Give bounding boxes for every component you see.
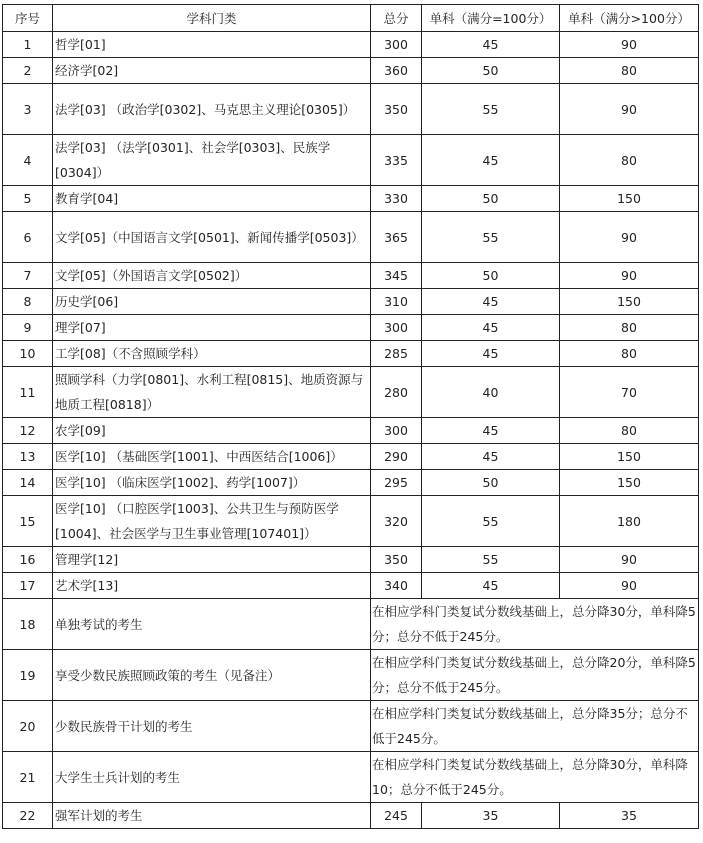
- table-row: [3, 444, 699, 470]
- row-subject: 哲学[01]: [53, 32, 371, 58]
- row-no: 2: [3, 58, 53, 84]
- row-no: 4: [3, 135, 53, 186]
- table-row: [3, 803, 699, 829]
- table-row: [3, 573, 699, 599]
- row-single-gt100: 80: [560, 341, 699, 367]
- table-header-row: [3, 5, 699, 32]
- row-single-100: 45: [422, 418, 560, 444]
- row-note: 在相应学科门类复试分数线基础上，总分降30分，单科降5分；总分不低于245分。: [371, 599, 699, 650]
- row-no: 6: [3, 212, 53, 263]
- row-single-gt100: 80: [560, 135, 699, 186]
- row-single-gt100: 90: [560, 573, 699, 599]
- row-total: 285: [371, 341, 422, 367]
- row-single-gt100: 90: [560, 263, 699, 289]
- row-no: 18: [3, 599, 53, 650]
- table-row: [3, 263, 699, 289]
- special-row: [3, 701, 699, 752]
- row-single-100: 45: [422, 573, 560, 599]
- table-row: [3, 470, 699, 496]
- row-subject: 少数民族骨干计划的考生: [53, 701, 371, 752]
- table-row: [3, 212, 699, 263]
- row-total: 245: [371, 803, 422, 829]
- row-subject: 文学[05]（中国语言文学[0501]、新闻传播学[0503]）: [53, 212, 371, 263]
- row-note: 在相应学科门类复试分数线基础上，总分降30分，单科降10；总分不低于245分。: [371, 752, 699, 803]
- row-subject: 历史学[06]: [53, 289, 371, 315]
- table-row: [3, 58, 699, 84]
- row-single-gt100: 150: [560, 289, 699, 315]
- table-row: [3, 315, 699, 341]
- row-total: 335: [371, 135, 422, 186]
- table-row: [3, 84, 699, 135]
- table-row: [3, 32, 699, 58]
- table-row: [3, 135, 699, 186]
- row-single-gt100: 90: [560, 212, 699, 263]
- row-total: 350: [371, 84, 422, 135]
- row-total: 330: [371, 186, 422, 212]
- row-single-100: 55: [422, 212, 560, 263]
- row-no: 13: [3, 444, 53, 470]
- row-subject: 文学[05]（外国语言文学[0502]）: [53, 263, 371, 289]
- table-row: [3, 418, 699, 444]
- special-row: [3, 599, 699, 650]
- row-total: 300: [371, 315, 422, 341]
- row-no: 7: [3, 263, 53, 289]
- row-subject: 农学[09]: [53, 418, 371, 444]
- row-no: 15: [3, 496, 53, 547]
- special-row: [3, 650, 699, 701]
- row-single-100: 40: [422, 367, 560, 418]
- row-total: 345: [371, 263, 422, 289]
- row-no: 9: [3, 315, 53, 341]
- row-subject: 照顾学科（力学[0801]、水利工程[0815]、地质资源与地质工程[0818]）: [53, 367, 371, 418]
- row-total: 280: [371, 367, 422, 418]
- row-no: 10: [3, 341, 53, 367]
- row-subject: 法学[03] （政治学[0302]、马克思主义理论[0305]）: [53, 84, 371, 135]
- row-subject: 大学生士兵计划的考生: [53, 752, 371, 803]
- row-single-100: 50: [422, 186, 560, 212]
- row-single-gt100: 80: [560, 315, 699, 341]
- score-table: [2, 4, 699, 829]
- row-subject: 医学[10] （基础医学[1001]、中西医结合[1006]）: [53, 444, 371, 470]
- row-no: 20: [3, 701, 53, 752]
- row-no: 14: [3, 470, 53, 496]
- row-no: 5: [3, 186, 53, 212]
- row-no: 8: [3, 289, 53, 315]
- row-single-100: 50: [422, 58, 560, 84]
- row-total: 300: [371, 418, 422, 444]
- row-single-gt100: 80: [560, 418, 699, 444]
- header-no: 序号: [3, 5, 53, 32]
- row-subject: 工学[08]（不含照顾学科）: [53, 341, 371, 367]
- row-single-gt100: 150: [560, 470, 699, 496]
- row-no: 1: [3, 32, 53, 58]
- row-single-100: 45: [422, 444, 560, 470]
- row-total: 300: [371, 32, 422, 58]
- row-subject: 享受少数民族照顾政策的考生（见备注）: [53, 650, 371, 701]
- header-total: 总分: [371, 5, 422, 32]
- row-subject: 强军计划的考生: [53, 803, 371, 829]
- row-total: 340: [371, 573, 422, 599]
- row-single-100: 45: [422, 32, 560, 58]
- row-no: 12: [3, 418, 53, 444]
- row-no: 3: [3, 84, 53, 135]
- row-no: 16: [3, 547, 53, 573]
- header-single-100: 单科（满分=100分）: [422, 5, 560, 32]
- table-row: [3, 496, 699, 547]
- table-row: [3, 289, 699, 315]
- table-row: [3, 186, 699, 212]
- row-subject: 法学[03] （法学[0301]、社会学[0303]、民族学[0304]）: [53, 135, 371, 186]
- row-subject: 教育学[04]: [53, 186, 371, 212]
- header-subject: 学科门类: [53, 5, 371, 32]
- row-single-gt100: 180: [560, 496, 699, 547]
- row-no: 11: [3, 367, 53, 418]
- table-row: [3, 341, 699, 367]
- row-single-100: 50: [422, 470, 560, 496]
- row-subject: 医学[10] （临床医学[1002]、药学[1007]）: [53, 470, 371, 496]
- row-note: 在相应学科门类复试分数线基础上，总分降20分，单科降5分；总分不低于245分。: [371, 650, 699, 701]
- row-subject: 理学[07]: [53, 315, 371, 341]
- row-no: 17: [3, 573, 53, 599]
- row-single-gt100: 150: [560, 444, 699, 470]
- special-row: [3, 752, 699, 803]
- row-subject: 管理学[12]: [53, 547, 371, 573]
- table-row: [3, 367, 699, 418]
- row-total: 350: [371, 547, 422, 573]
- row-no: 19: [3, 650, 53, 701]
- row-note: 在相应学科门类复试分数线基础上，总分降35分；总分不低于245分。: [371, 701, 699, 752]
- row-total: 295: [371, 470, 422, 496]
- row-single-100: 50: [422, 263, 560, 289]
- row-total: 320: [371, 496, 422, 547]
- row-no: 22: [3, 803, 53, 829]
- row-total: 310: [371, 289, 422, 315]
- row-single-gt100: 35: [560, 803, 699, 829]
- row-subject: 医学[10] （口腔医学[1003]、公共卫生与预防医学[1004]、社会医学与卫生事业管理[107401]）: [53, 496, 371, 547]
- row-single-100: 45: [422, 289, 560, 315]
- row-single-100: 55: [422, 496, 560, 547]
- row-subject: 经济学[02]: [53, 58, 371, 84]
- row-single-gt100: 90: [560, 547, 699, 573]
- row-single-100: 35: [422, 803, 560, 829]
- row-no: 21: [3, 752, 53, 803]
- row-single-100: 45: [422, 315, 560, 341]
- row-single-gt100: 80: [560, 58, 699, 84]
- header-single-gt100: 单科（满分>100分）: [560, 5, 699, 32]
- row-total: 365: [371, 212, 422, 263]
- row-single-gt100: 150: [560, 186, 699, 212]
- table-row: [3, 547, 699, 573]
- row-single-100: 45: [422, 341, 560, 367]
- row-total: 290: [371, 444, 422, 470]
- row-single-gt100: 90: [560, 84, 699, 135]
- row-subject: 艺术学[13]: [53, 573, 371, 599]
- row-single-gt100: 70: [560, 367, 699, 418]
- row-subject: 单独考试的考生: [53, 599, 371, 650]
- row-single-gt100: 90: [560, 32, 699, 58]
- row-single-100: 55: [422, 547, 560, 573]
- row-total: 360: [371, 58, 422, 84]
- row-single-100: 45: [422, 135, 560, 186]
- row-single-100: 55: [422, 84, 560, 135]
